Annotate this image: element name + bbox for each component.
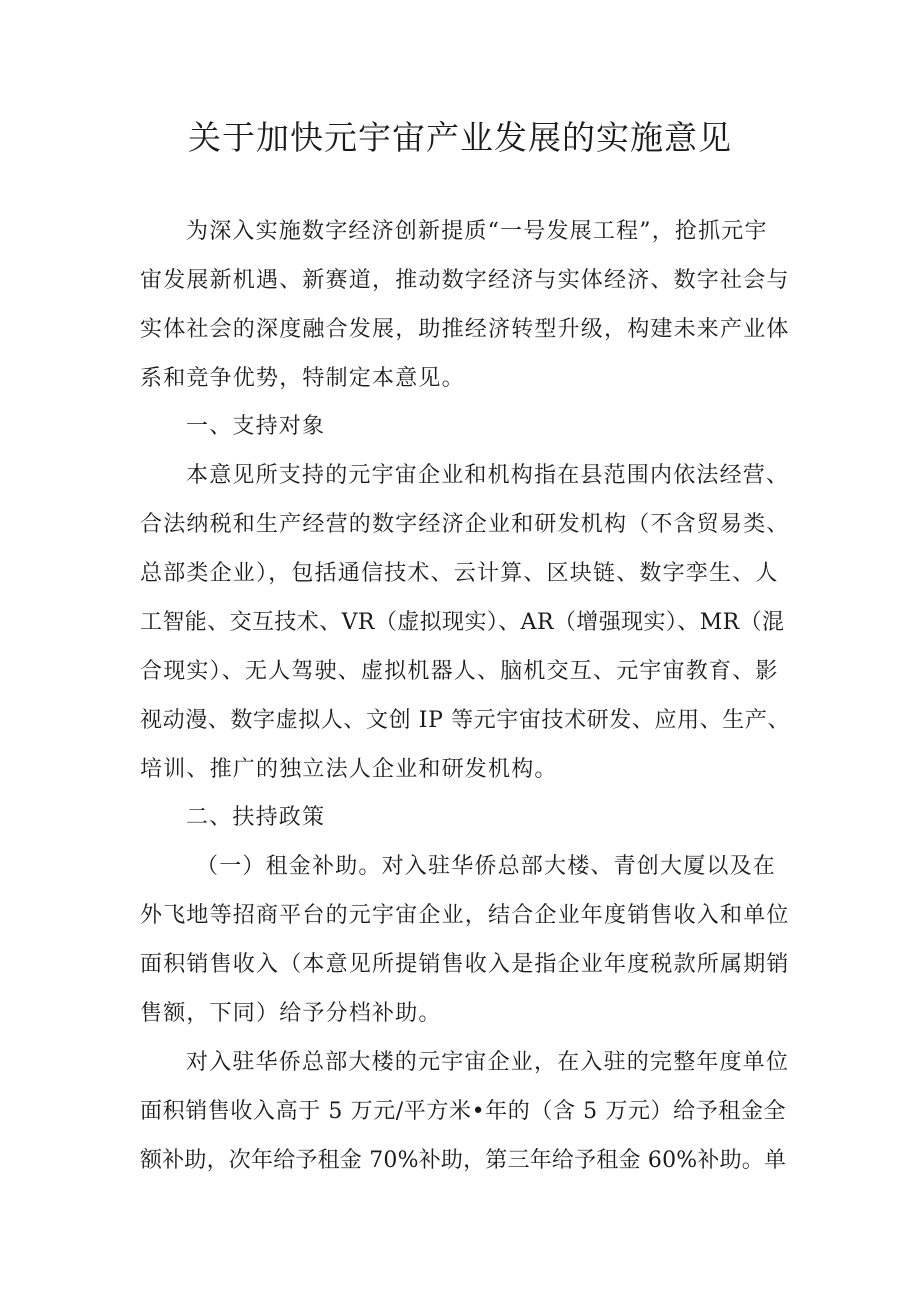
paragraph-line: 系和竞争优势，特制定本意见。: [140, 366, 465, 391]
paragraph-line: 对入驻华侨总部大楼的元宇宙企业，在入驻的完整年度单位: [186, 1050, 790, 1075]
section-heading: 二、扶持政策: [186, 805, 326, 830]
paragraph-line: 合现实）、无人驾驶、虚拟机器人、脑机交互、元宇宙教育、影: [140, 659, 779, 684]
paragraph-line: 实体社会的深度融合发展，助推经济转型升级，构建未来产业体: [140, 317, 790, 342]
paragraph-line: 视动漫、数字虚拟人、文创 IP 等元宇宙技术研发、应用、生产、: [140, 708, 791, 733]
paragraph-line: 总部类企业），包括通信技术、云计算、区块链、数字孪生、人: [140, 561, 779, 586]
paragraph-line: 为深入实施数字经济创新提质“一号发展工程”，抢抓元宇: [186, 219, 768, 244]
paragraph-line: 售额，下同）给予分档补助。: [140, 1001, 442, 1026]
section-heading: 一、支持对象: [186, 414, 326, 439]
paragraph-line: 工智能、交互技术、VR（虚拟现实）、AR（增强现实）、MR（混: [140, 610, 785, 635]
paragraph-line: 额补助，次年给予租金 70%补助，第三年给予租金 60%补助。单: [140, 1148, 787, 1173]
paragraph-line: 面积销售收入高于 5 万元/平方米•年的（含 5 万元）给予租金全: [140, 1099, 787, 1124]
paragraph-line: 培训、推广的独立法人企业和研发机构。: [140, 757, 558, 782]
paragraph-line: 面积销售收入（本意见所提销售收入是指企业年度税款所属期销: [140, 952, 790, 977]
paragraph-line: 宙发展新机遇、新赛道，推动数字经济与实体经济、数字社会与: [140, 268, 790, 293]
paragraph-line: 外飞地等招商平台的元宇宙企业，结合企业年度销售收入和单位: [140, 903, 790, 928]
document-title: 关于加快元宇宙产业发展的实施意见: [188, 118, 732, 157]
paragraph-line: 本意见所支持的元宇宙企业和机构指在县范围内依法经营、: [186, 463, 790, 488]
paragraph-line: 合法纳税和生产经营的数字经济企业和研发机构（不含贸易类、: [140, 512, 790, 537]
paragraph-line: （一）租金补助。对入驻华侨总部大楼、青创大厦以及在: [196, 854, 777, 879]
